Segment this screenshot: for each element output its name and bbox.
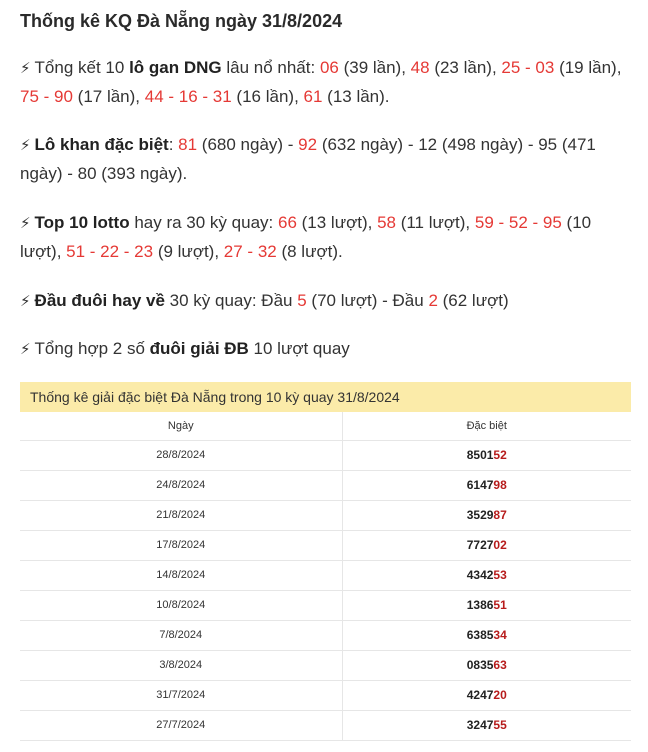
prize-head-digits: 1386	[466, 598, 494, 612]
lo-khan-bold: Lô khan đặc biệt	[34, 135, 169, 154]
table-row	[20, 590, 631, 620]
table-title: Thống kê giải đặc biệt Đà Nẵng trong 10 kỳ quay 31/8/2024	[20, 382, 631, 412]
dau-duoi-text-3: (62 lượt)	[437, 291, 509, 310]
prize-head-digits: 3529	[466, 508, 494, 522]
prize-tail-digits: 55	[493, 718, 507, 732]
lightning-icon: ⚡	[20, 293, 31, 310]
prize-head-digits: 3247	[466, 718, 494, 732]
table-row	[20, 440, 631, 470]
lo-gan-number: 75 - 90	[20, 87, 73, 106]
top-lotto-count: (11 lượt),	[395, 213, 475, 232]
top-lotto-count: (9 lượt),	[153, 242, 224, 261]
lightning-icon: ⚡	[20, 137, 31, 154]
prize-tail-digits: 34	[493, 628, 507, 642]
table-row	[20, 710, 631, 740]
table-row	[20, 470, 631, 500]
lo-gan-count: (13 lần).	[322, 87, 390, 106]
top-lotto-text-1: hay ra 30 kỳ quay:	[129, 213, 278, 232]
top-lotto-count: (10 lượt),	[20, 213, 592, 261]
row-date: 3/8/2024	[20, 650, 342, 680]
prize-head-digits: 7727	[466, 538, 494, 552]
top-lotto-summary	[20, 209, 635, 266]
duoi-db-text-1: Tổng hợp 2 số	[34, 339, 150, 358]
row-date: 28/8/2024	[20, 440, 342, 470]
lo-gan-number: 06	[319, 58, 339, 77]
dau-duoi-text-2: (70 lượt) - Đầu	[306, 291, 429, 310]
prize-tail-digits: 51	[493, 598, 507, 612]
lo-khan-text-1: :	[168, 135, 179, 154]
top-lotto-number: 27 - 32	[223, 242, 277, 261]
prize-tail-digits: 63	[493, 658, 507, 672]
lo-gan-number: 61	[303, 87, 323, 106]
lightning-icon: ⚡	[20, 341, 31, 358]
row-special-prize	[342, 710, 631, 740]
prize-head-digits: 0835	[466, 658, 494, 672]
lo-gan-count: (17 lần),	[72, 87, 145, 106]
special-prize-table	[20, 382, 631, 741]
lo-gan-text-2: lâu nổ nhất:	[221, 58, 320, 77]
page-title: Thống kê KQ Đà Nẵng ngày 31/8/2024	[20, 11, 343, 31]
prize-tail-digits: 02	[493, 538, 507, 552]
row-special-prize	[342, 500, 631, 530]
top-lotto-number: 66	[277, 213, 297, 232]
row-date: 10/8/2024	[20, 590, 342, 620]
row-date: 7/8/2024	[20, 620, 342, 650]
prize-head-digits: 8501	[466, 448, 494, 462]
lo-gan-count: (19 lần),	[554, 58, 622, 77]
top-lotto-bold: Top 10 lotto	[34, 213, 130, 232]
lo-gan-number: 44 - 16 - 31	[144, 87, 232, 106]
lo-khan-text-3: (632 ngày) - 12 (498 ngày) - 95 (471 ngày) - 80 (393 ngày).	[20, 135, 596, 183]
row-special-prize	[342, 440, 631, 470]
dau-duoi-bold: Đầu đuôi hay về	[34, 291, 165, 310]
row-special-prize	[342, 650, 631, 680]
row-special-prize	[342, 590, 631, 620]
row-date: 17/8/2024	[20, 530, 342, 560]
row-date: 21/8/2024	[20, 500, 342, 530]
top-lotto-number: 58	[377, 213, 396, 232]
top-lotto-count: (13 lượt),	[296, 213, 378, 232]
top-lotto-count: (8 lượt).	[276, 242, 343, 261]
lightning-icon: ⚡	[20, 215, 31, 232]
lo-gan-bold: lô gan DNG	[129, 58, 222, 77]
lo-gan-count: (39 lần),	[338, 58, 411, 77]
prize-tail-digits: 20	[493, 688, 507, 702]
row-date: 14/8/2024	[20, 560, 342, 590]
row-special-prize	[342, 470, 631, 500]
header-special: Đặc biệt	[342, 412, 631, 440]
dau-duoi-summary	[20, 287, 635, 316]
duoi-giai-db-summary	[20, 335, 635, 364]
top-lotto-number: 59 - 52 - 95	[474, 213, 562, 232]
table-row	[20, 650, 631, 680]
table-row	[20, 560, 631, 590]
prize-head-digits: 6147	[466, 478, 494, 492]
row-special-prize	[342, 620, 631, 650]
lo-gan-count: (23 lần),	[429, 58, 502, 77]
table-row	[20, 500, 631, 530]
table-row	[20, 620, 631, 650]
lo-gan-text-1: Tổng kết 10	[34, 58, 130, 77]
results-table	[20, 412, 631, 741]
lo-gan-count: (16 lần),	[231, 87, 304, 106]
lo-khan-number-1: 81	[178, 135, 198, 154]
duoi-db-bold: đuôi giải ĐB	[149, 339, 249, 358]
lo-gan-number: 25 - 03	[501, 58, 555, 77]
table-header-row	[20, 412, 631, 440]
prize-tail-digits: 87	[493, 508, 507, 522]
table-row	[20, 680, 631, 710]
row-date: 27/7/2024	[20, 710, 342, 740]
header-date: Ngày	[20, 412, 342, 440]
dau-duoi-text-1: 30 kỳ quay: Đầu	[164, 291, 298, 310]
lo-khan-summary	[20, 131, 635, 188]
prize-tail-digits: 52	[493, 448, 507, 462]
prize-head-digits: 6385	[466, 628, 494, 642]
row-date: 24/8/2024	[20, 470, 342, 500]
prize-head-digits: 4342	[466, 568, 494, 582]
duoi-db-text-2: 10 lượt quay	[248, 339, 350, 358]
dau-duoi-number-2: 2	[428, 291, 438, 310]
row-special-prize	[342, 530, 631, 560]
table-row	[20, 530, 631, 560]
prize-tail-digits: 53	[493, 568, 507, 582]
row-special-prize	[342, 680, 631, 710]
lo-gan-number: 48	[410, 58, 430, 77]
lo-gan-summary	[20, 54, 635, 111]
prize-head-digits: 4247	[466, 688, 494, 702]
lightning-icon: ⚡	[20, 60, 31, 77]
top-lotto-number: 51 - 22 - 23	[66, 242, 154, 261]
prize-tail-digits: 98	[493, 478, 507, 492]
row-special-prize	[342, 560, 631, 590]
row-date: 31/7/2024	[20, 680, 342, 710]
dau-duoi-number-1: 5	[297, 291, 307, 310]
lo-khan-text-2: (680 ngày) -	[197, 135, 299, 154]
lo-khan-number-2: 92	[298, 135, 318, 154]
